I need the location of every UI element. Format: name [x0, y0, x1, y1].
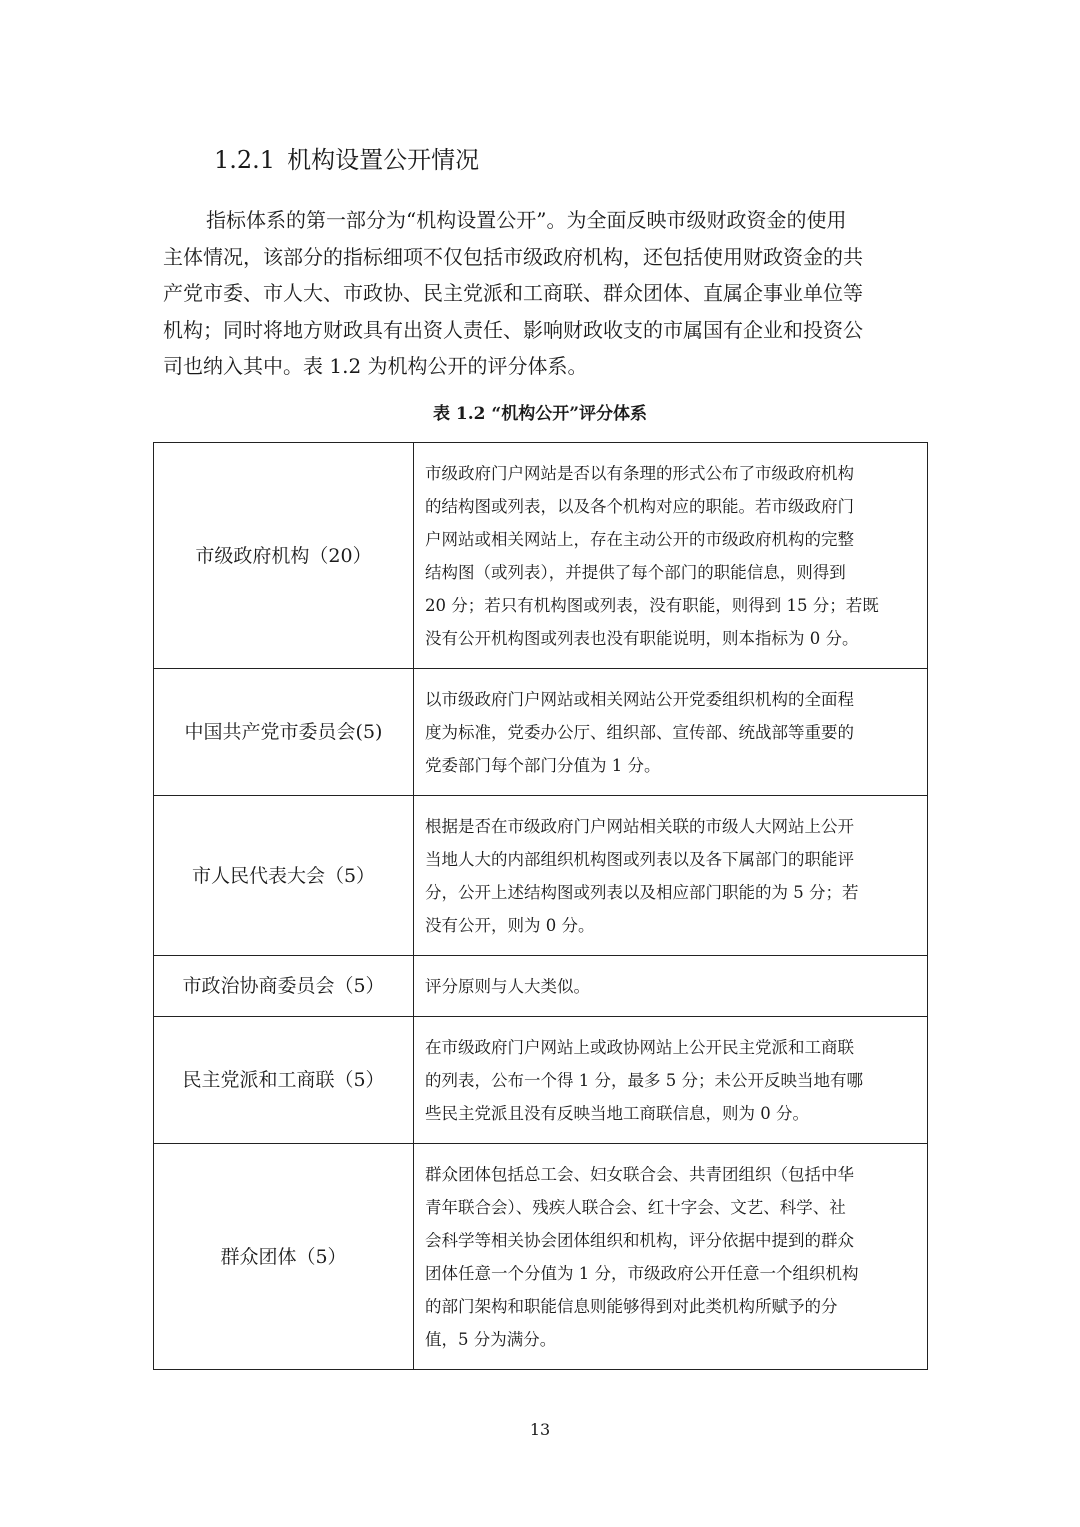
- intro-line: 主体情况，该部分的指标细项不仅包括市级政府机构，还包括使用财政资金的共: [163, 244, 863, 269]
- description-line: 青年联合会）、残疾人联合会、红十字会、文艺、科学、社: [425, 1198, 846, 1217]
- description-line: 当地人大的内部组织机构图或列表以及各下属部门的职能评: [425, 850, 854, 869]
- criterion-cell: 市级政府机构（20）: [154, 443, 414, 669]
- description-line: 度为标准，党委办公厅、组织部、宣传部、统战部等重要的: [425, 723, 854, 742]
- intro-line: 指标体系的第一部分为“机构设置公开”。为全面反映市级财政资金的使用: [206, 208, 847, 232]
- description-cell: [414, 1144, 928, 1370]
- criterion-cell: 民主党派和工商联（5）: [154, 1017, 414, 1144]
- description-line: 户网站或相关网站上，存在主动公开的市级政府机构的完整: [425, 530, 854, 549]
- table-caption: 表 1.2 “机构公开”评分体系: [433, 404, 647, 424]
- description-line: 结构图（或列表），并提供了每个部门的职能信息，则得到: [425, 563, 846, 582]
- description-line: 没有公开，则为 0 分。: [425, 916, 595, 935]
- page-number: 13: [529, 1420, 551, 1439]
- description-line: 没有公开机构图或列表也没有职能说明，则本指标为 0 分。: [425, 629, 859, 648]
- description-line: 的结构图或列表，以及各个机构对应的职能。若市级政府门: [425, 497, 854, 516]
- table-row: [154, 956, 928, 1017]
- description-line: 市级政府门户网站是否以有条理的形式公布了市级政府机构: [425, 464, 854, 483]
- description-line: 值，5 分为满分。: [425, 1330, 557, 1349]
- table-row: [154, 669, 928, 796]
- scoring-table: [153, 442, 928, 1370]
- description-cell: [414, 1017, 928, 1144]
- description-line: 群众团体包括总工会、妇女联合会、共青团组织（包括中华: [425, 1165, 854, 1184]
- section-title: 机构设置公开情况: [287, 146, 480, 174]
- description-line: 党委部门每个部门分值为 1 分。: [425, 756, 661, 775]
- criterion-cell: 市人民代表大会（5）: [154, 796, 414, 956]
- description-line: 20 分；若只有机构图或列表，没有职能，则得到 15 分；若既: [425, 596, 879, 615]
- criterion-cell: 市政治协商委员会（5）: [154, 956, 414, 1017]
- description-line: 分，公开上述结构图或列表以及相应部门职能的为 5 分；若: [425, 883, 859, 902]
- description-cell: [414, 669, 928, 796]
- description-line: 些民主党派且没有反映当地工商联信息，则为 0 分。: [425, 1104, 809, 1123]
- section-number: 1.2.1: [214, 146, 276, 174]
- description-line: 会科学等相关协会团体组织和机构，评分依据中提到的群众: [425, 1231, 854, 1250]
- description-line: 的列表，公布一个得 1 分，最多 5 分；未公开反映当地有哪: [425, 1071, 863, 1090]
- criterion-cell: 中国共产党市委员会(5): [154, 669, 414, 796]
- table-row: [154, 1144, 928, 1370]
- criterion-cell: 群众团体（5）: [154, 1144, 414, 1370]
- intro-paragraph: [163, 202, 923, 385]
- description-cell: [414, 443, 928, 669]
- description-cell: [414, 956, 928, 1017]
- intro-line: 产党市委、市人大、市政协、民主党派和工商联、群众团体、直属企事业单位等: [163, 281, 863, 305]
- intro-line: 司也纳入其中。表 1.2 为机构公开的评分体系。: [163, 354, 588, 378]
- description-cell: [414, 796, 928, 956]
- description-line: 以市级政府门户网站或相关网站公开党委组织机构的全面程: [425, 690, 854, 709]
- description-line: 的部门架构和职能信息则能够得到对此类机构所赋予的分: [425, 1297, 838, 1316]
- section-heading: [214, 142, 479, 178]
- table-row: [154, 1017, 928, 1144]
- description-line: 评分原则与人大类似。: [425, 977, 590, 996]
- description-line: 在市级政府门户网站上或政协网站上公开民主党派和工商联: [425, 1038, 854, 1057]
- intro-line: 机构；同时将地方财政具有出资人责任、影响财政收支的市属国有企业和投资公: [163, 317, 863, 342]
- table-row: [154, 796, 928, 956]
- description-line: 根据是否在市级政府门户网站相关联的市级人大网站上公开: [425, 817, 854, 836]
- description-line: 团体任意一个分值为 1 分，市级政府公开任意一个组织机构: [425, 1264, 859, 1283]
- table-row: [154, 443, 928, 669]
